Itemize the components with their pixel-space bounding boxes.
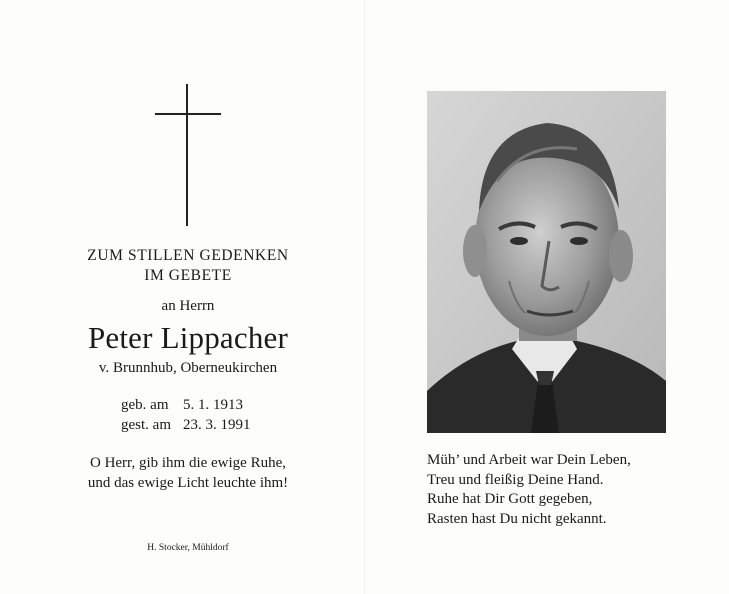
birth-label: geb. am: [121, 397, 169, 413]
poem-line-3: Ruhe hat Dir Gott gegeben,: [427, 491, 593, 507]
cross-icon: [155, 84, 221, 226]
poem-line-1: Müh’ und Arbeit war Dein Leben,: [427, 452, 631, 468]
life-dates: [121, 395, 251, 435]
birth-row: [121, 395, 251, 415]
poem-line-2: Treu und fleißig Deine Hand.: [427, 471, 604, 488]
printer-credit: H. Stocker, Mühldorf: [147, 543, 229, 553]
prayer-line-2: und das ewige Licht leuchte ihm!: [87, 475, 289, 491]
deceased-name: Peter Lippacher: [87, 320, 289, 355]
portrait-photo: [427, 91, 666, 433]
memorial-text-panel: [0, 0, 364, 594]
heading-line-2: IM GEBETE: [144, 267, 232, 284]
death-row: [121, 415, 251, 435]
death-label: gest. am: [121, 417, 171, 433]
card-fold: [364, 0, 365, 594]
heading-line-1: ZUM STILLEN GEDENKEN: [87, 247, 289, 264]
salutation: an Herrn: [161, 298, 215, 314]
birth-date: 5. 1. 1913: [183, 397, 243, 413]
origin-place: v. Brunnhub, Oberneukirchen: [98, 360, 278, 376]
poem-line-4: Rasten hast Du nicht gekannt.: [427, 510, 607, 527]
prayer-line-1: O Herr, gib ihm die ewige Ruhe,: [89, 455, 287, 471]
prayer: [40, 453, 336, 493]
death-date: 23. 3. 1991: [183, 417, 251, 433]
poem: [427, 451, 631, 529]
